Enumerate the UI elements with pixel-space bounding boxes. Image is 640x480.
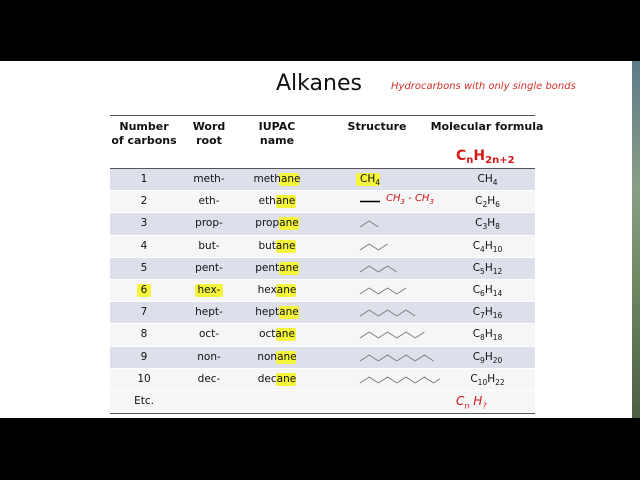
structure-cell <box>314 280 440 301</box>
word-root: prop- <box>195 217 223 230</box>
carbon-chain-line <box>360 377 440 383</box>
word-root: hex- <box>197 283 221 296</box>
skeletal-structure <box>314 369 440 390</box>
molecular-formula: $C_4H_{10}$ <box>472 239 503 254</box>
general-formula: $C_nH_{2n+2}$ <box>456 148 515 166</box>
iupac-name: hexane <box>257 283 297 296</box>
number-of-carbons: 10 <box>137 372 151 385</box>
carbon-chain-line <box>360 310 415 316</box>
skeletal-structure <box>314 347 440 368</box>
table-row <box>110 324 535 346</box>
molecular-formula: $C_8H_{18}$ <box>472 328 503 343</box>
header-iupac-name: IUPAC name <box>258 120 296 147</box>
slide <box>0 61 632 418</box>
word-root: but- <box>198 239 220 252</box>
word-root: eth- <box>198 195 220 208</box>
table-header <box>110 115 544 169</box>
molecular-formula: $C_9H_{20}$ <box>472 350 503 365</box>
number-of-carbons: 3 <box>140 217 148 230</box>
header-number-of-carbons: Number of carbons <box>111 120 177 147</box>
carbon-chain-line <box>360 244 388 250</box>
structure-cell <box>314 369 440 390</box>
header-word-root: Word root <box>192 120 226 147</box>
skeletal-structure <box>314 280 440 301</box>
structure-cell <box>314 258 440 279</box>
table-row <box>110 169 535 191</box>
table-body <box>110 169 535 391</box>
handwritten-ethane-structure: $CH_3 - CH_3$ <box>386 193 434 207</box>
iupac-name: methane <box>253 173 301 185</box>
structure-cell <box>314 213 440 234</box>
number-of-carbons: 2 <box>140 195 148 208</box>
structure-cell <box>314 347 440 368</box>
table-row <box>110 213 535 235</box>
handwritten-general-formula: $C_n$ $H_?$ <box>456 393 487 411</box>
word-root: pent- <box>195 261 223 274</box>
table-row <box>110 191 535 213</box>
table-row <box>110 302 535 324</box>
number-of-carbons: 5 <box>140 261 148 274</box>
iupac-name: pentane <box>255 261 299 274</box>
iupac-name: heptane <box>255 306 299 319</box>
carbon-chain-line <box>360 221 378 227</box>
structure-cell <box>314 324 440 345</box>
structure-cell <box>314 302 440 323</box>
iupac-name: octane <box>259 328 295 341</box>
skeletal-structure <box>314 302 440 323</box>
iupac-name: propane <box>255 217 299 230</box>
carbon-chain-line <box>360 266 397 272</box>
carbon-chain-line <box>360 288 406 294</box>
alkanes-table <box>110 115 544 414</box>
number-of-carbons: 9 <box>140 350 148 363</box>
number-of-carbons: 1 <box>140 173 148 185</box>
molecular-formula: $C_3H_8$ <box>475 217 500 232</box>
table-row <box>110 369 535 391</box>
word-root: meth- <box>193 173 225 185</box>
carbon-chain-line <box>360 332 424 338</box>
number-of-carbons: 8 <box>140 328 148 341</box>
background-image-strip <box>632 61 640 418</box>
number-of-carbons: 7 <box>140 306 148 319</box>
table-row-etc <box>110 391 535 413</box>
skeletal-structure <box>314 258 440 279</box>
molecular-formula: $C_5H_{12}$ <box>472 261 503 276</box>
table-row <box>110 236 535 258</box>
skeletal-structure <box>314 236 440 257</box>
table-row <box>110 258 535 280</box>
structure-cell <box>314 169 440 190</box>
word-root: dec- <box>197 372 221 385</box>
header-structure: Structure <box>347 120 407 133</box>
skeletal-structure <box>314 324 440 345</box>
molecular-formula: $C_6H_{14}$ <box>472 283 503 298</box>
iupac-name: butane <box>258 239 296 252</box>
iupac-name: ethane <box>258 195 296 208</box>
molecular-formula: $C_{10}H_{22}$ <box>470 372 505 387</box>
skeletal-structure <box>314 213 440 234</box>
slide-subtitle: Hydrocarbons with only single bonds <box>391 81 576 92</box>
iupac-name: nonane <box>257 350 297 363</box>
molecular-formula: $C_2H_6$ <box>475 195 500 210</box>
carbon-chain-line <box>360 355 434 361</box>
table-row <box>110 280 535 302</box>
number-of-carbons: 6 <box>140 283 148 296</box>
number-of-carbons: 4 <box>140 239 148 252</box>
iupac-name: decane <box>257 372 297 385</box>
header-molecular-formula: Molecular formula <box>430 120 544 133</box>
table-bottom-border <box>110 413 535 414</box>
word-root: oct- <box>198 328 220 341</box>
slide-title: Alkanes <box>276 71 362 96</box>
molecular-formula: $C_7H_{16}$ <box>472 306 503 321</box>
word-root: hept- <box>195 306 223 319</box>
word-root: non- <box>197 350 221 363</box>
molecular-formula: $CH_4$ <box>477 173 498 187</box>
structure-ch4: $CH_4$ <box>360 173 381 187</box>
table-row <box>110 347 535 369</box>
structure-cell <box>314 236 440 257</box>
etc-label: Etc. <box>134 394 154 407</box>
